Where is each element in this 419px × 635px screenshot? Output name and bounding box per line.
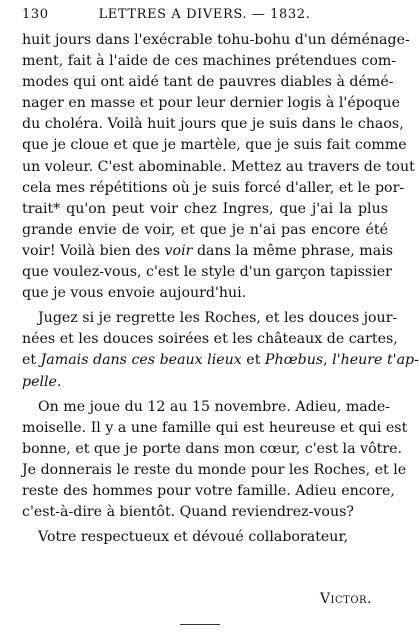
- text-run: .: [56, 373, 62, 390]
- italic-run: pelle: [22, 373, 57, 390]
- footer-rule: [180, 624, 220, 625]
- closing-line: Votre respectueux et dévoué collaborateur,: [38, 529, 349, 546]
- text-line: que voulez-vous, c'est le style d'un garçon tapissier: [22, 264, 392, 281]
- running-title: LETTRES A DIVERS. — 1832.: [98, 7, 311, 22]
- signature: Victor.: [319, 591, 372, 607]
- text-line: [22, 350, 419, 371]
- text-line: trait* qu'on peut voir chez Ingres, que j'ai la plus: [22, 200, 388, 217]
- text-line: nager en masse et pour leur dernier logis à l'époque: [22, 95, 400, 112]
- italic-run: Jamais dans ces beaux lieux: [40, 352, 242, 369]
- text-line: [22, 372, 388, 393]
- text-run: et: [22, 352, 41, 369]
- italic-run: l'heure t'ap-: [332, 352, 419, 369]
- text-line: ment, fait à l'aide de ces machines prétendues com-: [22, 53, 397, 70]
- text-line: reste des hommes pour votre famille. Adieu encore,: [22, 482, 395, 499]
- paragraph-1: [22, 30, 415, 304]
- text-line: bonne, et que je porte dans mon cœur, c'est la vôtre.: [22, 440, 403, 457]
- italic-run: voir: [164, 242, 193, 259]
- text-line: modes qui ont aidé tant de pauvres diables à démé-: [22, 74, 394, 91]
- text-line: cela mes répétitions où je suis forcé d'aller, et le por-: [22, 179, 405, 196]
- letter-body: [22, 30, 419, 548]
- page-number: 130: [22, 7, 49, 22]
- italic-run: Phœbus: [264, 352, 324, 369]
- text-line: un voleur. C'est abominable. Mettez au travers de tout: [22, 158, 415, 175]
- text-line: c'est-à-dire à bientôt. Quand reviendrez-vous?: [22, 504, 354, 521]
- running-header: [22, 7, 387, 27]
- text-line: nées et les douces soirées et les châteaux de cartes,: [22, 331, 398, 348]
- text-run: dans la même phrase, mais: [192, 242, 394, 259]
- text-line: On me joue du 12 au 15 novembre. Adieu, made-: [38, 398, 391, 415]
- text-run: et: [241, 352, 265, 369]
- text-line: que je cloue et que je martèle, que je suis fait comme: [22, 137, 407, 154]
- text-line: huit jours dans l'exécrable tohu-bohu d'un déménage-: [22, 32, 410, 48]
- text-line: que je vous envoie aujourd'hui.: [22, 285, 247, 302]
- paragraph-3: [22, 397, 408, 524]
- text-line: [22, 241, 394, 262]
- text-run: ,: [323, 352, 333, 369]
- text-run: voir! Voilà bien des: [22, 242, 165, 259]
- text-line: Jugez si je regrette les Roches, et les douces jour-: [38, 310, 398, 327]
- paragraph-2: [22, 308, 419, 392]
- text-line: du choléra. Voilà huit jours que je suis dans le chaos,: [22, 116, 404, 133]
- text-line: moiselle. Il y a une famille qui est heureuse et qui est: [22, 419, 408, 436]
- text-line: Je donnerais le reste du monde pour les Roches, et le: [22, 461, 407, 478]
- text-line: grande envie de voir, et que je n'ai pas encore été: [22, 221, 388, 238]
